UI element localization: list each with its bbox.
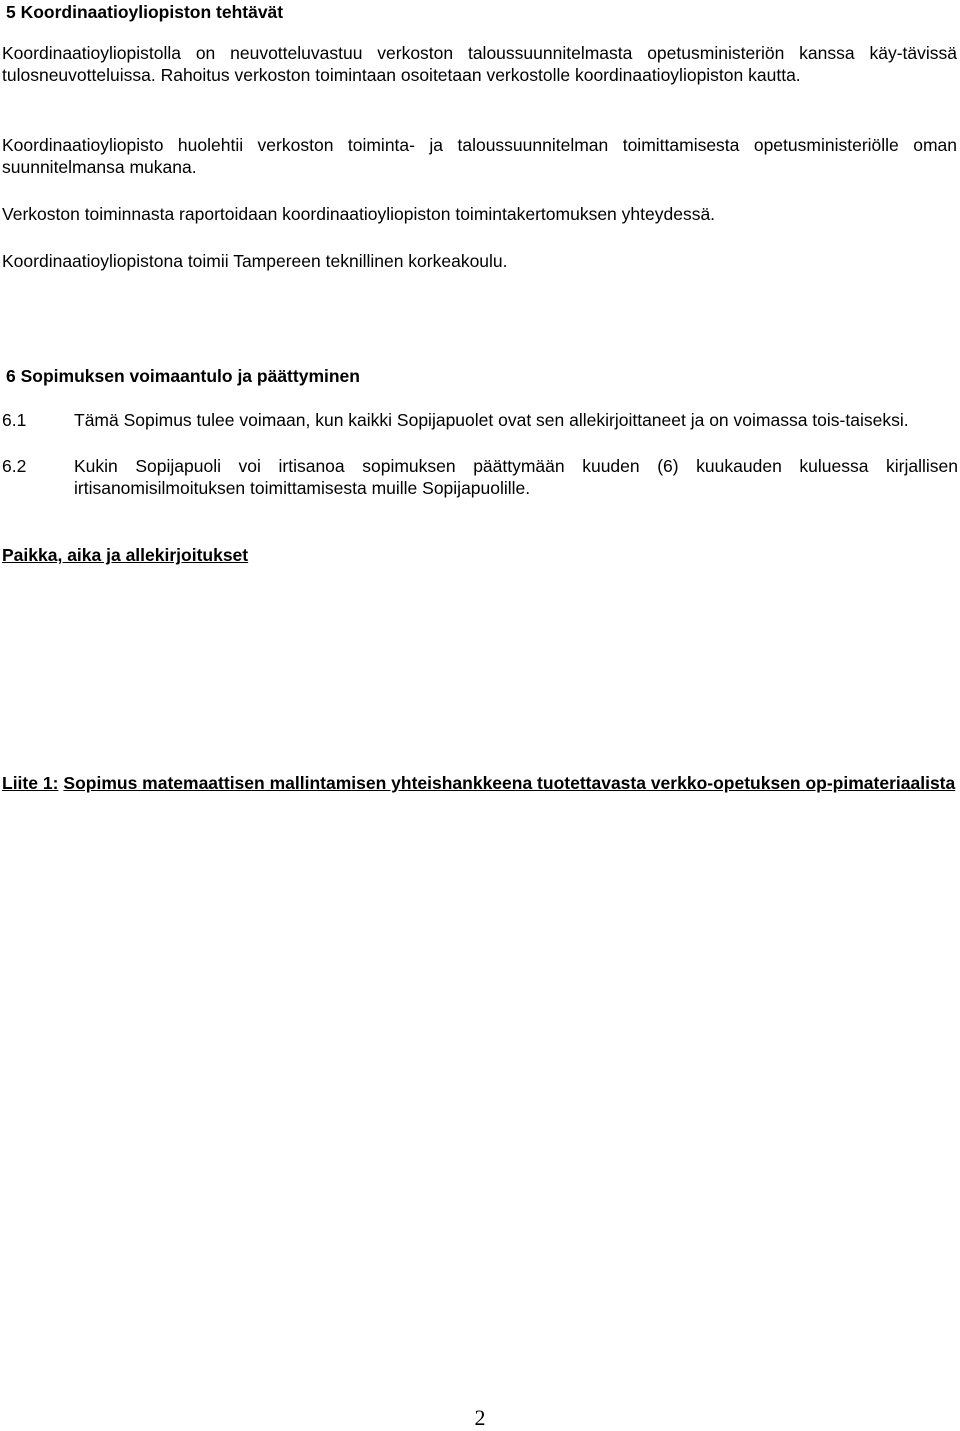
list-item [2, 409, 958, 431]
signatures-heading: Paikka, aika ja allekirjoitukset [2, 545, 249, 565]
appendix-title: Sopimus matemaattisen mallintamisen yhteishankkeena tuotettavasta verkko-opetuksen op-pimateriaalista [63, 773, 956, 793]
section-5-heading: 5 Koordinaatioyliopiston tehtävät [6, 2, 284, 22]
item-number: 6.1 [2, 410, 27, 430]
item-text: Tämä Sopimus tulee voimaan, kun kaikki Sopijapuolet ovat sen allekirjoittaneet ja on voimassa tois-taiseksi. [74, 410, 909, 430]
section-6-heading: 6 Sopimuksen voimaantulo ja päättyminen [6, 366, 360, 386]
appendix-heading [2, 772, 957, 794]
item-text: Kukin Sopijapuoli voi irtisanoa sopimuksen päättymään kuuden (6) kuukauden kuluessa kirjallisen irtisanomisilmoituksen toimittamisesta muille Sopijapuolille. [74, 456, 958, 498]
list-item [2, 455, 958, 499]
section-5-paragraph-4: Koordinaatioyliopistona toimii Tampereen teknillinen korkeakoulu. [2, 251, 508, 271]
section-5-paragraph-2: Koordinaatioyliopisto huolehtii verkoston toiminta- ja taloussuunnitelman toimittamisesta opetusministeriölle oman suunnitelmansa mukana. [2, 135, 957, 177]
section-5-paragraph-3: Verkoston toiminnasta raportoidaan koordinaatioyliopiston toimintakertomuksen yhteydessä. [2, 204, 716, 224]
item-number: 6.2 [2, 456, 27, 476]
page-number: 2 [474, 1405, 486, 1430]
section-5-paragraph-1: Koordinaatioyliopistolla on neuvotteluvastuu verkoston taloussuunnitelmasta opetusministeriön kanssa käy-tävissä tulosneuvotteluissa. Rahoitus verkoston toimintaan osoitetaan verkostolle koordinaatioyliopiston kautta. [2, 43, 957, 85]
appendix-label: Liite 1: [2, 773, 59, 793]
